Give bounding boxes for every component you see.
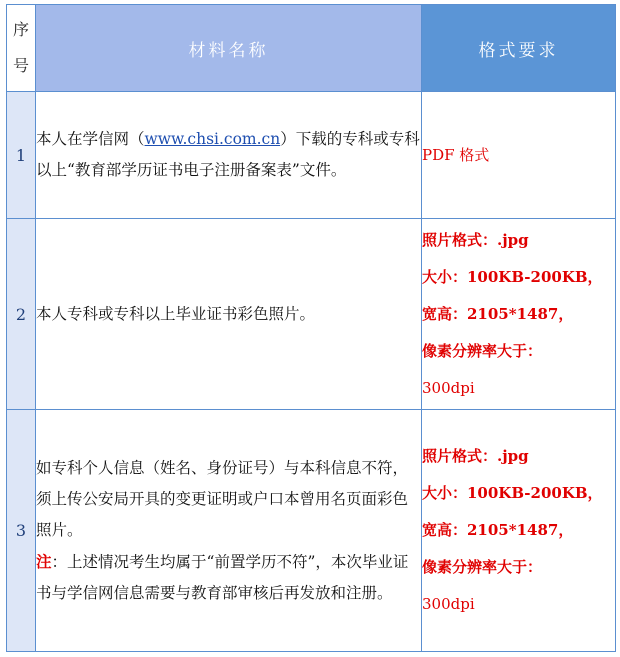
row-description	[36, 92, 422, 219]
row-description	[36, 410, 422, 652]
row-seq: 2	[7, 219, 36, 410]
row-seq: 1	[7, 92, 36, 219]
format-line: 宽高：2105*1487，	[422, 304, 574, 323]
format-line: 宽高：2105*1487，	[422, 521, 574, 539]
table-row	[7, 219, 616, 410]
header-format-requirement: 格式要求	[422, 5, 616, 92]
table-row	[7, 410, 616, 652]
description-text: 如专科个人信息（姓名、身份证号）与本科信息不符，须上传公安局开具的变更证明或户口本曾用名页面彩色照片。	[36, 458, 409, 539]
format-line: 像素分辨率大于：	[422, 558, 543, 576]
row-format: PDF 格式	[422, 92, 616, 219]
row-description: 本人专科或专科以上毕业证书彩色照片。	[36, 219, 422, 410]
table-row	[7, 92, 616, 219]
chsi-link[interactable]: www.chsi.com.cn	[144, 130, 281, 148]
note-text: ：上述情况考生均属于“前置学历不符”，本次毕业证书与学信网信息需要与教育部审核后再发放和注册。	[36, 552, 409, 602]
description-text: ）下载的专科或专科以上“教育部学历证书电子注册备案表”文件。	[36, 130, 420, 179]
row-format	[422, 219, 616, 410]
row-seq: 3	[7, 410, 36, 652]
header-material-name: 材料名称	[36, 5, 422, 92]
format-line: 像素分辨率大于：	[422, 341, 543, 360]
format-line: 照片格式：.jpg	[422, 230, 529, 249]
header-seq: 序号	[7, 5, 36, 92]
format-line: 大小：100KB-200KB，	[422, 267, 603, 286]
description-text: 本人在学信网（	[36, 130, 145, 148]
format-line: 300dpi	[422, 595, 475, 613]
row-format	[422, 410, 616, 652]
format-line: 照片格式：.jpg	[422, 447, 529, 465]
header-row	[7, 5, 616, 92]
format-line: 300dpi	[422, 378, 475, 397]
format-line: 大小：100KB-200KB，	[422, 484, 603, 502]
note-label: 注	[36, 551, 52, 571]
materials-table	[6, 4, 616, 652]
